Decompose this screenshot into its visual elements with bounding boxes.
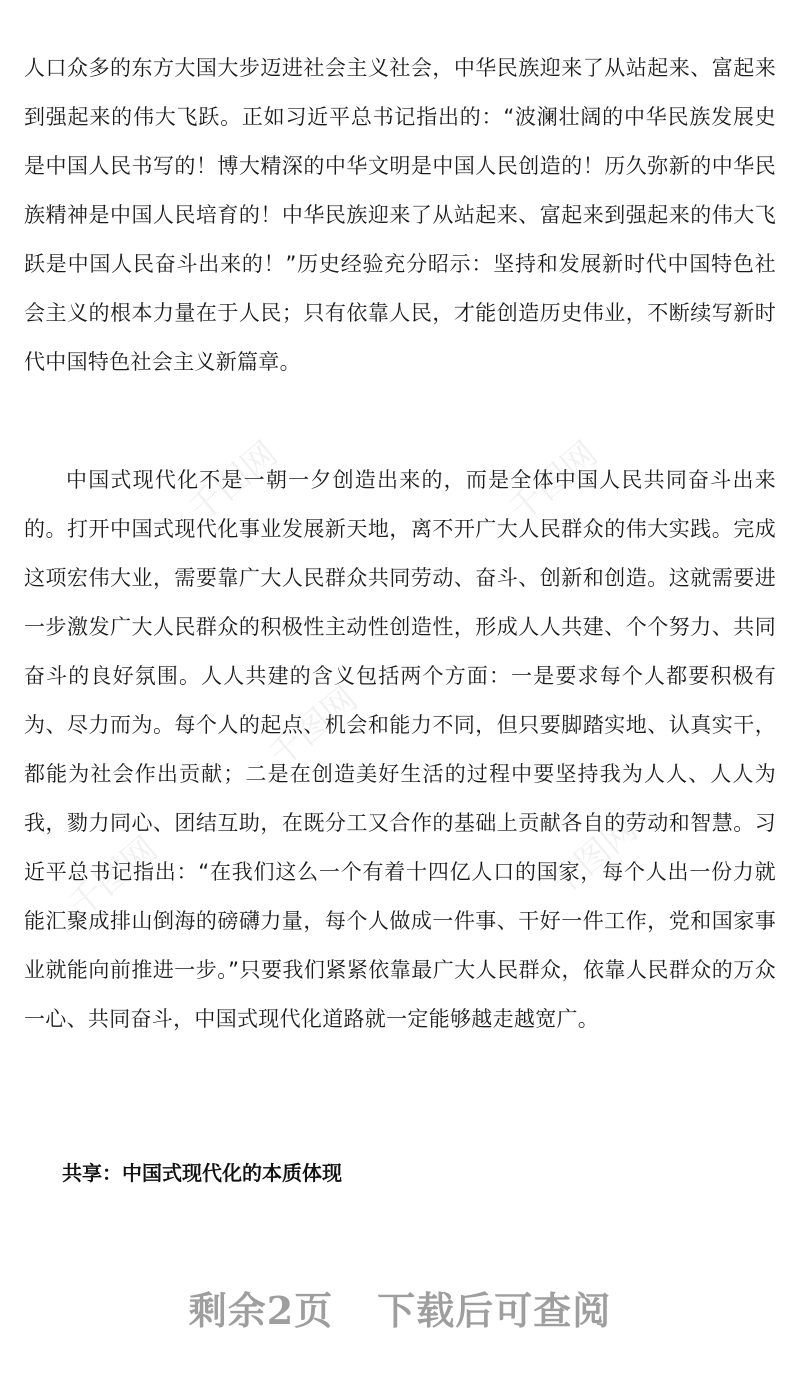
section-heading: 共享：中国式现代化的本质体现 bbox=[62, 1161, 342, 1185]
download-hint-label: 下载后可查阅 bbox=[377, 1288, 612, 1333]
watermark: 千图网 bbox=[501, 434, 606, 531]
watermark: 千图网 bbox=[261, 679, 366, 776]
watermark: 千图网 bbox=[541, 809, 646, 906]
body-paragraph-1: 人口众多的东方大国大步迈进社会主义社会，中华民族迎来了从站起来、富起来到强起来的伟大飞跃。正如习近平总书记指出的：“波澜壮阔的中华民族发展史是中国人民书写的！博大精深的中华文明是中国人民创造的！历久弥新的中华民族精神是中国人民培育的！中华民族迎来了从站起来、富起来到强起来的伟大飞跃是中国人民奋斗出来的！”历史经验充分昭示：坚持和发展新时代中国特色社会主义的根本力量在于人民；只有依靠人民，才能创造历史伟业，不断续写新时代中国特色社会主义新篇章。 bbox=[24, 56, 776, 374]
body-paragraph-2: 中国式现代化不是一朝一夕创造出来的，而是全体中国人民共同奋斗出来的。打开中国式现代化事业发展新天地，离不开广大人民群众的伟大实践。完成这项宏伟大业，需要靠广大人民群众共同劳动、奋斗、创新和创造。这就需要进一步激发广大人民群众的积极性主动性创造性，形成人人共建、个个努力、共同奋斗的良好氛围。人人共建的含义包括两个方面：一是要求每个人都要积极有为、尽力而为。每个人的起点、机会和能力不同，但只要脚踏实地、认真实干，都能为社会作出贡献；二是在创造美好生活的过程中要坚持我为人人、人人为我，勠力同心、团结互助，在既分工又合作的基础上贡献各自的劳动和智慧。习近平总书记指出：“在我们这么一个有着十四亿人口的国家，每个人出一份力就能汇聚成排山倒海的磅礴力量，每个人做成一件事、干好一件工作，党和国家事业就能向前推进一步。”只要我们紧紧依靠最广大人民群众，依靠人民群众的万众一心、共同奋斗，中国式现代化道路就一定能够越走越宽广。 bbox=[24, 468, 776, 1031]
remaining-pages-label: 剩余2页 bbox=[188, 1288, 334, 1333]
watermark: 千图网 bbox=[61, 829, 166, 926]
watermark: 千图网 bbox=[181, 434, 286, 531]
download-banner[interactable] bbox=[0, 1280, 800, 1335]
